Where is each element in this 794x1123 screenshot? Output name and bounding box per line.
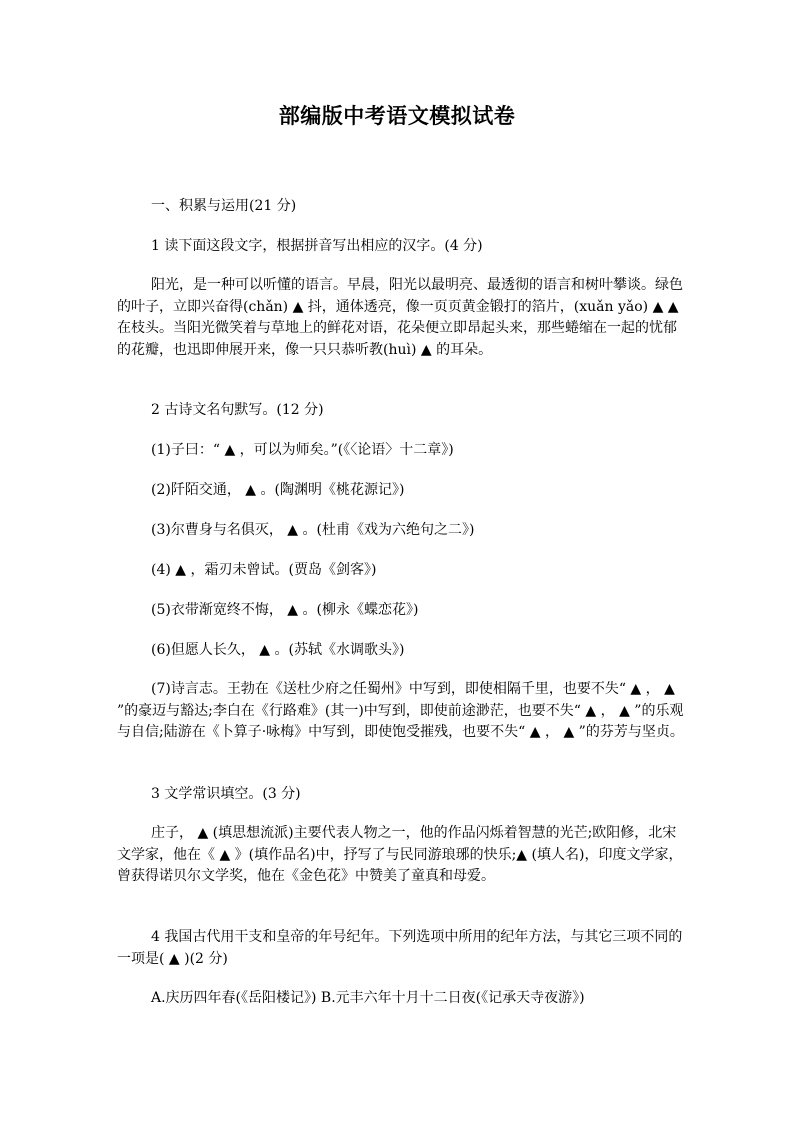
- question-2-item-7: (7)诗言志。王勃在《送杜少府之任蜀州》中写到，即使相隔千里，也要不失“ ▲ ， ▲ ”的豪迈与豁达;李白在《行路难》(其一)中写到，即使前途渺茫，也要不失“ ▲ ， ▲ ”的乐观与自信;陆游在《卜算子·咏梅》中写到，即使饱受摧残，也要不失“ ▲ ， ▲ ”的芬芳与坚贞。: [117, 681, 684, 740]
- question-2-item-3: (3)尔曹身与名俱灭， ▲ 。(杜甫《戏为六绝句之二》): [151, 522, 475, 538]
- question-1-heading: 1 读下面这段文字，根据拼音写出相应的汉字。(4 分): [151, 238, 483, 254]
- question-2-item-5: (5)衣带渐宽终不悔， ▲ 。(柳永《蝶恋花》): [151, 602, 419, 618]
- question-1-passage: 阳光，是一种可以听懂的语言。早晨，阳光以最明亮、最透彻的语言和树叶攀谈。绿色的叶子，立即兴奋得(chǎn) ▲ 抖，通体透亮，像一页页黄金锻打的箔片，(xuǎn yǎo) ▲ ▲ 在枝头。当阳光微笑着与草地上的鲜花对语，花朵便立即昂起头来，那些蜷缩在一起的忧郁的花瓣，也迅即伸展开来，像一只只恭听教(huì) ▲ 的耳朵。: [117, 277, 683, 358]
- question-4-options: A.庆历四年春(《岳阳楼记》) B.元丰六年十月十二日夜(《记承天寺夜游》): [151, 990, 585, 1006]
- question-2-item-1: (1)子曰：“ ▲ ，可以为师矣。”(《〈论语〉十二章》): [151, 442, 454, 458]
- question-3-heading: 3 文学常识填空。(3 分): [151, 786, 301, 802]
- question-2-item-2: (2)阡陌交通， ▲ 。(陶渊明《桃花源记》): [151, 482, 405, 498]
- question-2-item-4: (4) ▲ ，霜刃未曾试。(贾岛《剑客》): [151, 562, 377, 578]
- page-title: 部编版中考语文模拟试卷: [278, 103, 516, 128]
- question-4-heading: 4 我国古代用干支和皇帝的年号纪年。下列选项中所用的纪年方法，与其它三项不同的一项是( ▲ )(2 分): [117, 929, 683, 967]
- question-2-item-6: (6)但愿人长久， ▲ 。(苏轼《水调歌头》): [151, 642, 405, 658]
- question-2-heading: 2 古诗文名句默写。(12 分): [151, 402, 324, 418]
- question-3-passage: 庄子， ▲ (填思想流派)主要代表人物之一，他的作品闪烁着智慧的光芒;欧阳修，北宋文学家，他在《 ▲ 》(填作品名)中，抒写了与民同游琅琊的快乐;▲ (填人名)，印度文学家，曾获得诺贝尔文学奖，他在《金色花》中赞美了童真和母爱。: [117, 825, 683, 884]
- section-heading: 一、积累与运用(21 分): [151, 198, 297, 214]
